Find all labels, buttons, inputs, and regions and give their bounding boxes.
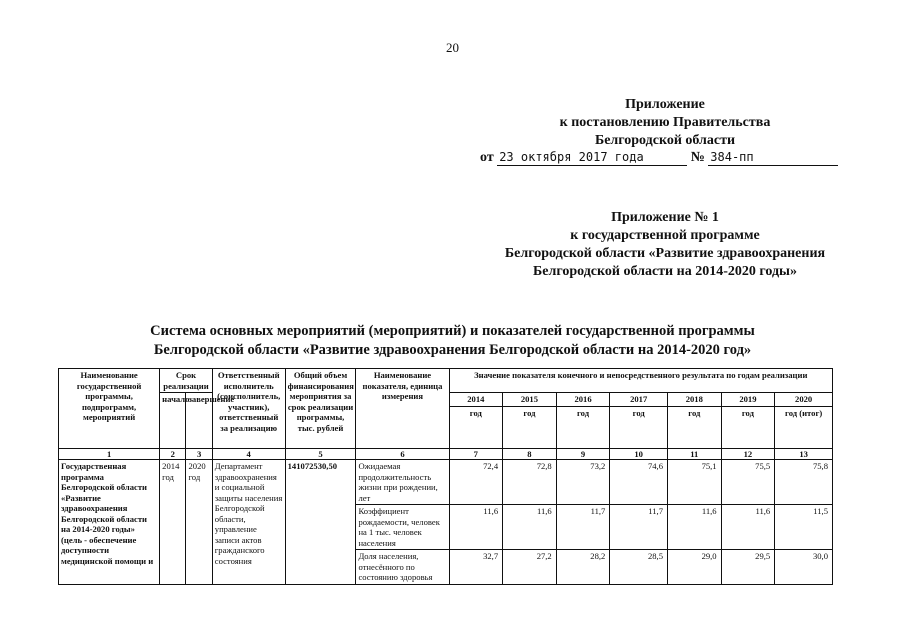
column-number: 11	[668, 448, 722, 460]
program-start: 2014 год	[160, 460, 186, 585]
column-number: 12	[721, 448, 775, 460]
appendix-header	[465, 209, 865, 281]
column-number: 5	[285, 448, 356, 460]
column-number: 2	[160, 448, 186, 460]
header-term-end: завершение	[186, 393, 212, 449]
header-year: 2017	[610, 393, 668, 407]
header-term: Срок реализации	[160, 369, 213, 393]
decree-number-label: №	[690, 150, 705, 165]
decree-header	[470, 96, 860, 150]
page-number: 20	[446, 40, 459, 55]
indicator-value: 74,6	[610, 460, 668, 505]
program-end: 2020 год	[186, 460, 212, 585]
indicator-value: 11,7	[556, 505, 610, 550]
header-year-sub: год	[449, 406, 503, 448]
column-number-row	[59, 448, 833, 460]
indicator-value: 11,6	[668, 505, 722, 550]
program-table	[58, 368, 833, 585]
header-year: 2016	[556, 393, 610, 407]
column-number: 7	[449, 448, 503, 460]
column-number: 9	[556, 448, 610, 460]
header-values-group: Значение показателя конечного и непосредственного результата по годам реализации	[449, 369, 832, 393]
indicator-value: 11,6	[449, 505, 503, 550]
column-number: 6	[356, 448, 449, 460]
program-responsible: Департамент здравоохранения и социальной защиты населения Белгородской области, управление записи актов гражданского состояния	[212, 460, 285, 585]
indicator-value: 11,6	[503, 505, 557, 550]
decree-number: 384-пп	[708, 149, 838, 166]
header-year-sub: год	[610, 406, 668, 448]
decree-line-3: Белгородской области	[594, 133, 736, 148]
indicator-value: 75,1	[668, 460, 722, 505]
indicator-value: 72,8	[503, 460, 557, 505]
title-line-1: Система основных мероприятий (мероприятий) и показателей государственной программы	[150, 323, 755, 339]
header-year-sub: год	[503, 406, 557, 448]
indicator-name: Коэффициент рождаемости, человек на 1 тыс. человек населения	[356, 505, 449, 550]
column-number: 10	[610, 448, 668, 460]
indicator-value: 11,6	[721, 505, 775, 550]
column-number: 4	[212, 448, 285, 460]
indicator-value: 73,2	[556, 460, 610, 505]
header-year: 2014	[449, 393, 503, 407]
decree-date-number-line	[480, 149, 838, 166]
decree-prefix: от	[480, 150, 494, 165]
header-year-sub: год	[721, 406, 775, 448]
table-row	[59, 460, 833, 505]
header-indicator: Наименование показателя, единица измерения	[356, 369, 449, 449]
indicator-value: 29,5	[721, 550, 775, 585]
appendix-line-4: Белгородской области на 2014-2020 годы»	[533, 264, 797, 279]
header-year-sub: год (итог)	[775, 406, 833, 448]
indicator-value: 72,4	[449, 460, 503, 505]
indicator-name: Ожидаемая продолжительность жизни при рождении, лет	[356, 460, 449, 505]
column-number: 3	[186, 448, 212, 460]
indicator-value: 75,5	[721, 460, 775, 505]
appendix-line-2: к государственной программе	[570, 228, 760, 243]
document-title	[0, 322, 905, 360]
column-number: 1	[59, 448, 160, 460]
indicator-value: 30,0	[775, 550, 833, 585]
appendix-line-3: Белгородской области «Развитие здравоохранения	[504, 246, 826, 261]
decree-date: 23 октября 2017 года	[497, 149, 687, 166]
appendix-line-1: Приложение № 1	[611, 210, 719, 225]
header-year: 2015	[503, 393, 557, 407]
header-row-1	[59, 369, 833, 393]
program-volume: 141072530,50	[285, 460, 356, 585]
indicator-value: 32,7	[449, 550, 503, 585]
header-year-sub: год	[668, 406, 722, 448]
column-number: 13	[775, 448, 833, 460]
indicator-name: Доля населения, отнесённого по состоянию здоровья	[356, 550, 449, 585]
header-volume: Общий объем финансирования мероприятия за срок реализации программы, тыс. рублей	[285, 369, 356, 449]
indicator-value: 28,5	[610, 550, 668, 585]
title-line-2: Белгородской области «Развитие здравоохранения Белгородской области на 2014-2020 год»	[153, 342, 752, 358]
header-year: 2018	[668, 393, 722, 407]
decree-line-2: к постановлению Правительства	[559, 115, 771, 130]
header-year: 2019	[721, 393, 775, 407]
indicator-value: 28,2	[556, 550, 610, 585]
indicator-value: 11,7	[610, 505, 668, 550]
indicator-value: 29,0	[668, 550, 722, 585]
header-year: 2020	[775, 393, 833, 407]
indicator-value: 11,5	[775, 505, 833, 550]
column-number: 8	[503, 448, 557, 460]
header-responsible: Ответственный исполнитель (соисполнитель, участник), ответственный за реализацию	[212, 369, 285, 449]
header-term-start: начало	[160, 393, 186, 449]
decree-line-1: Приложение	[625, 97, 705, 112]
indicator-value: 75,8	[775, 460, 833, 505]
indicator-value: 27,2	[503, 550, 557, 585]
program-name: Государственная программа Белгородской области «Развитие здравоохранения Белгородской области на 2014-2020 годы» (цель - обеспечение доступности медицинской помощи и	[59, 460, 160, 585]
header-year-sub: год	[556, 406, 610, 448]
header-name: Наименование государственной программы, подпрограмм, мероприятий	[59, 369, 160, 449]
